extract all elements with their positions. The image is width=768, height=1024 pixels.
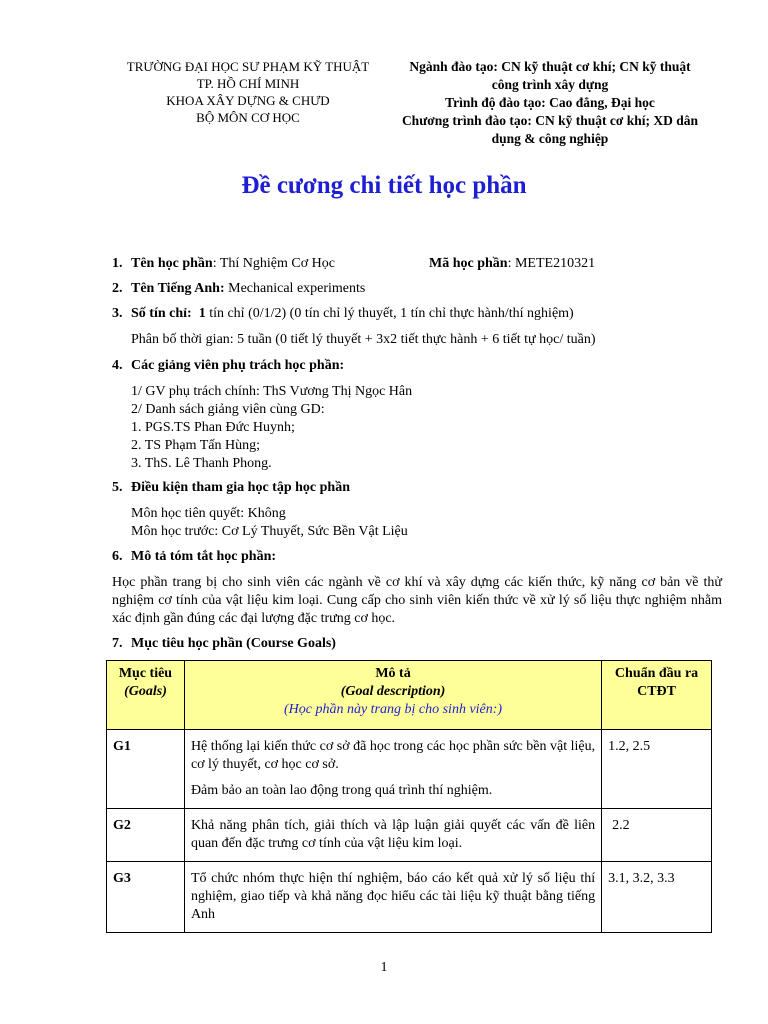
header-program bbox=[390, 58, 710, 148]
description-label: Mô tả tóm tắt học phần: bbox=[131, 549, 277, 564]
list-item: Môn học trước: Cơ Lý Thuyết, Sức Bền Vật Liệu bbox=[131, 524, 408, 539]
section-number: 5. bbox=[112, 480, 123, 495]
course-code-value: : METE210321 bbox=[507, 256, 596, 271]
prerequisites-label: Điều kiện tham gia học tập học phần bbox=[131, 480, 350, 495]
section-number: 2. bbox=[112, 281, 123, 296]
list-item: 2. TS Phạm Tấn Hùng; bbox=[131, 438, 260, 453]
table-row bbox=[107, 730, 712, 809]
goal-description: Khả năng phân tích, giải thích và lập luận giải quyết các vấn đề liên quan đến đặc trưng cơ tính của vật liệu kim loại. bbox=[184, 809, 601, 862]
page-number: 1 bbox=[380, 960, 388, 975]
english-name-value: Mechanical experiments bbox=[224, 281, 366, 296]
goal-description: Tổ chức nhóm thực hiện thí nghiệm, báo cáo kết quả xử lý số liệu thí nghiệm, giao tiếp và khả năng đọc hiểu các tài liệu kỹ thuật bằng tiếng Anh bbox=[184, 862, 601, 933]
document-title: Đề cương chi tiết học phần bbox=[241, 172, 527, 199]
header-cell-goal: Mục tiêu (Goals) bbox=[107, 661, 185, 730]
table-row bbox=[107, 809, 712, 862]
section-number: 6. bbox=[112, 549, 123, 564]
time-allocation: Phân bố thời gian: 5 tuần (0 tiết lý thuyết + 3x2 tiết thực hành + 6 tiết tự học/ tuần) bbox=[131, 332, 596, 347]
header-department: BỘ MÔN CƠ HỌC bbox=[196, 110, 300, 125]
header-cell-outcome: Chuẩn đầu ra CTĐT bbox=[602, 661, 712, 730]
header-faculty: KHOA XÂY DỰNG & CHƯD bbox=[166, 93, 330, 108]
header-level: Trình độ đào tạo: Cao đẳng, Đại học bbox=[445, 95, 655, 110]
credits-value: tín chỉ (0/1/2) (0 tín chỉ lý thuyết, 1 tín chỉ thực hành/thí nghiệm) bbox=[205, 306, 574, 321]
lecturer-list bbox=[131, 383, 412, 473]
goals-table bbox=[106, 660, 712, 933]
english-name-label: Tên Tiếng Anh: bbox=[131, 281, 225, 296]
header-curriculum: Chương trình đào tạo: CN kỹ thuật cơ khí; XD dân dụng & công nghiệp bbox=[401, 113, 699, 146]
goal-outcome: 1.2, 2.5 bbox=[602, 730, 712, 809]
goal-outcome: 3.1, 3.2, 3.3 bbox=[602, 862, 712, 933]
lecturers-label: Các giảng viên phụ trách học phần: bbox=[131, 358, 345, 373]
section-number: 7. bbox=[112, 636, 123, 651]
section-goals bbox=[112, 635, 722, 653]
table-row bbox=[107, 862, 712, 933]
list-item: 1/ GV phụ trách chính: ThS Vương Thị Ngọc Hân bbox=[131, 384, 413, 399]
section-number: 4. bbox=[112, 358, 123, 373]
section-course-name bbox=[112, 255, 722, 273]
header-university: TRƯỜNG ĐẠI HỌC SƯ PHẠM KỸ THUẬT bbox=[126, 59, 370, 74]
course-summary: Học phần trang bị cho sinh viên các ngành về cơ khí và xây dựng các kiến thức, kỹ năng cơ bản về thử nghiệm cơ tính của vật liệu kim loại. Cung cấp cho sinh viên kiến thức về xử lý số liệu thực nghiệm nhằm xác định gần đúng các đại lượng đặc trưng cơ học. bbox=[112, 575, 722, 626]
section-number: 1. bbox=[112, 256, 123, 271]
header-institution bbox=[108, 58, 388, 126]
section-credits bbox=[112, 305, 722, 323]
section-english-name bbox=[112, 280, 722, 298]
table-header-row bbox=[107, 661, 712, 730]
course-name-label: Tên học phần bbox=[131, 256, 213, 271]
section-lecturers bbox=[112, 357, 722, 375]
credits-label: Số tín chỉ: bbox=[131, 306, 192, 321]
prerequisite-list bbox=[131, 505, 408, 541]
course-code bbox=[429, 255, 595, 273]
list-item: Môn học tiên quyết: Không bbox=[131, 506, 286, 521]
course-name-value: : Thí Nghiệm Cơ Học bbox=[212, 256, 335, 271]
goal-id: G1 bbox=[107, 730, 185, 809]
header-cell-description: Mô tả (Goal description) (Học phần này trang bị cho sinh viên:) bbox=[184, 661, 601, 730]
list-item: 1. PGS.TS Phan Đức Huynh; bbox=[131, 420, 295, 435]
section-prerequisites bbox=[112, 479, 722, 497]
section-description bbox=[112, 548, 722, 566]
section-number: 3. bbox=[112, 306, 123, 321]
list-item: 3. ThS. Lê Thanh Phong. bbox=[131, 456, 272, 471]
course-code-label: Mã học phần bbox=[429, 256, 508, 271]
goal-description: Hệ thống lại kiến thức cơ sở đã học trong các học phần sức bền vật liệu, cơ lý thuyết, cơ học cơ sở. Đảm bảo an toàn lao động trong quá trình thí nghiệm. bbox=[184, 730, 601, 809]
goal-id: G3 bbox=[107, 862, 185, 933]
header-city: TP. HỒ CHÍ MINH bbox=[196, 76, 300, 91]
goal-id: G2 bbox=[107, 809, 185, 862]
list-item: 2/ Danh sách giảng viên cùng GD: bbox=[131, 402, 325, 417]
header-major: Ngành đào tạo: CN kỹ thuật cơ khí; CN kỹ thuật công trình xây dựng bbox=[409, 59, 691, 92]
goals-label: Mục tiêu học phần (Course Goals) bbox=[131, 636, 336, 651]
credits-count: 1 bbox=[198, 306, 206, 321]
goal-outcome: 2.2 bbox=[602, 809, 712, 862]
